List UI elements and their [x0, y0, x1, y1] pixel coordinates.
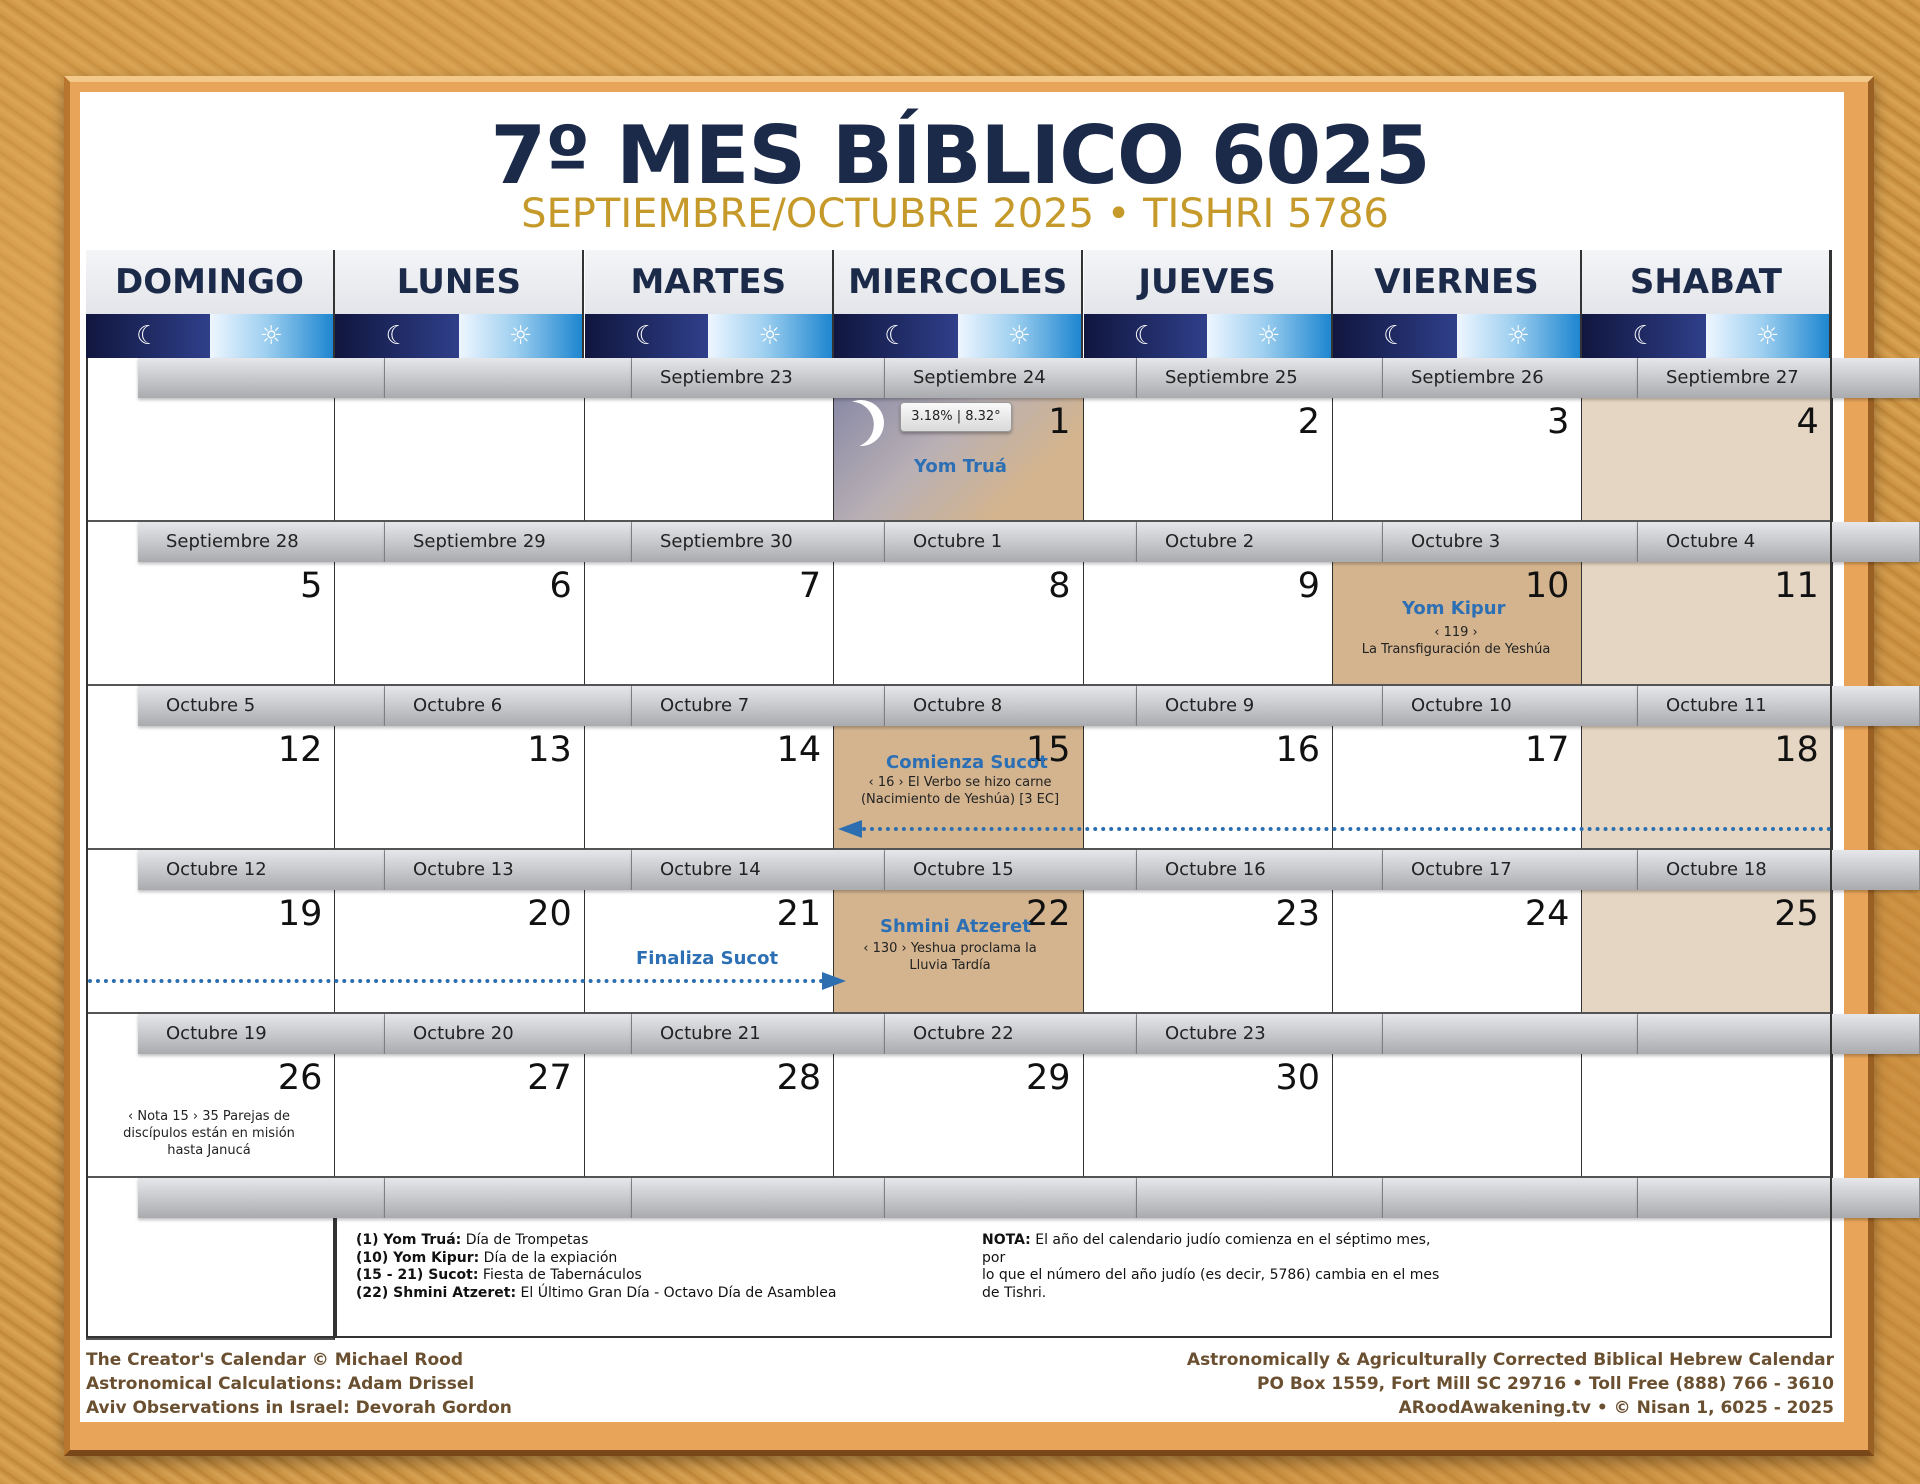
gregorian-date-band: Septiembre 24 [885, 358, 1137, 398]
gregorian-date-band: Octubre 5 [138, 686, 385, 726]
grid-left-edge [86, 358, 88, 1338]
credit-line[interactable]: Astronomically & Agriculturally Corrected Biblical Hebrew Calendar [1186, 1350, 1834, 1370]
gregorian-date-band: Octubre 16 [1137, 850, 1383, 890]
credit-line: The Creator's Calendar © Michael Rood [86, 1350, 463, 1370]
weekday-header-viernes: VIERNES [1333, 250, 1582, 314]
day-number: 20 [527, 894, 572, 934]
gregorian-date-band: Septiembre 25 [1137, 358, 1383, 398]
gregorian-date-band: Octubre 8 [885, 686, 1137, 726]
gregorian-date-band: Septiembre 28 [138, 522, 385, 562]
day-cell-17[interactable] [1333, 726, 1583, 850]
weekday-header-lunes: LUNES [335, 250, 584, 314]
yom-kipur-note-line: La Transfiguración de Yeshúa [1361, 642, 1551, 657]
night-day-band [86, 314, 335, 358]
night-day-band [335, 314, 584, 358]
sucot-arrow-right-icon [822, 972, 846, 990]
moon-icon: ☾ [834, 314, 958, 358]
sucot-end-dotted-line [88, 979, 824, 983]
nota-line: de Tishri. [982, 1284, 1047, 1301]
day-cell-4[interactable] [1582, 398, 1832, 522]
gregorian-date-band: Octubre 17 [1383, 850, 1638, 890]
gregorian-date-band: Octubre 19 [138, 1014, 385, 1054]
day-number: 15 [1026, 730, 1071, 770]
gregorian-date-band: Octubre 6 [385, 686, 632, 726]
day-number: 22 [1026, 894, 1071, 934]
sucot-note-line: ‹ 16 › El Verbo se hizo carne [868, 775, 1052, 790]
day-number: 9 [1297, 566, 1320, 606]
gregorian-date-band [138, 358, 385, 398]
empty-day-cell [335, 398, 585, 522]
day-number: 29 [1026, 1058, 1071, 1098]
weekday-header-jueves: JUEVES [1084, 250, 1333, 314]
sun-icon: ☼ [708, 314, 832, 358]
day-cell-14[interactable] [585, 726, 835, 850]
day-cell-19[interactable] [86, 890, 336, 1014]
footnote-line: (15 - 21) Sucot: Fiesta de Tabernáculos [356, 1267, 642, 1283]
nota-15-note [92, 1108, 326, 1159]
gregorian-date-band [1383, 1178, 1638, 1218]
event-sucot-start[interactable]: Comienza Sucot [886, 752, 1048, 773]
day-cell-23[interactable] [1084, 890, 1334, 1014]
day-number: 13 [527, 730, 572, 770]
event-shmini-note [830, 940, 1070, 974]
footnote-divider [335, 1218, 337, 1338]
day-cell-2[interactable] [1084, 398, 1334, 522]
day-number: 23 [1275, 894, 1320, 934]
day-cell-12[interactable] [86, 726, 336, 850]
grid-right-edge [1830, 250, 1832, 1338]
weekday-header-shabat: SHABAT [1582, 250, 1831, 314]
day-number: 17 [1524, 730, 1570, 770]
moon-icon: ☾ [1084, 314, 1208, 358]
nota-15-line: discípulos están en misión [123, 1126, 295, 1141]
moon-icon: ☾ [1333, 314, 1457, 358]
moon-icon: ☾ [1582, 314, 1706, 358]
sucot-arrow-left-icon [838, 820, 862, 838]
credit-line[interactable]: ARoodAwakening.tv • © Nisan 1, 6025 - 2025 [1398, 1398, 1834, 1418]
event-yom-kipur[interactable]: Yom Kipur [1402, 598, 1506, 619]
empty-day-cell [585, 398, 835, 522]
day-number: 8 [1048, 566, 1071, 606]
day-number: 6 [549, 566, 572, 606]
day-cell-13[interactable] [335, 726, 585, 850]
gregorian-date-band: Octubre 12 [138, 850, 385, 890]
gregorian-date-band: Octubre 11 [1638, 686, 1920, 726]
day-number: 27 [527, 1058, 572, 1098]
day-cell-29[interactable] [834, 1054, 1084, 1178]
day-number: 11 [1774, 566, 1819, 606]
empty-day-cell [1582, 1054, 1832, 1178]
sun-icon: ☼ [1706, 314, 1830, 358]
footnote-row-left [86, 1218, 335, 1340]
event-sucot-note [840, 774, 1080, 808]
moon-icon: ☾ [335, 314, 459, 358]
day-cell-16[interactable] [1084, 726, 1334, 850]
sun-icon: ☼ [210, 314, 334, 358]
sun-icon: ☼ [1457, 314, 1581, 358]
day-number: 2 [1297, 402, 1320, 442]
day-number: 4 [1796, 402, 1819, 442]
day-number: 26 [277, 1058, 323, 1098]
empty-day-cell [1333, 1054, 1583, 1178]
event-yom-kipur-note [1336, 624, 1576, 658]
gregorian-date-band: Octubre 1 [885, 522, 1137, 562]
day-cell-8[interactable] [834, 562, 1084, 686]
gregorian-date-band: Octubre 22 [885, 1014, 1137, 1054]
moon-icon: ☾ [86, 314, 210, 358]
gregorian-date-band: Octubre 15 [885, 850, 1137, 890]
credit-line: Aviv Observations in Israel: Devorah Gordon [86, 1398, 512, 1418]
gregorian-date-band: Septiembre 23 [632, 358, 885, 398]
gregorian-date-band: Octubre 21 [632, 1014, 885, 1054]
page-subtitle: SEPTIEMBRE/OCTUBRE 2025 • TISHRI 5786 [521, 191, 1389, 237]
gregorian-date-band [885, 1178, 1137, 1218]
gregorian-date-band [385, 358, 632, 398]
night-day-band [585, 314, 834, 358]
gregorian-date-band: Octubre 13 [385, 850, 632, 890]
day-number: 24 [1524, 894, 1570, 934]
gregorian-date-band: Septiembre 26 [1383, 358, 1638, 398]
night-day-band [834, 314, 1083, 358]
credits-left [86, 1348, 512, 1420]
footnote-line: (1) Yom Truá: Día de Trompetas [356, 1232, 589, 1248]
footnote-line: (22) Shmini Atzeret: El Último Gran Día - Octavo Día de Asamblea [356, 1284, 837, 1301]
day-number: 10 [1524, 566, 1570, 606]
day-cell-28[interactable] [585, 1054, 835, 1178]
sun-icon: ☼ [459, 314, 583, 358]
nota-line: lo que el número del año judío (es decir, 5786) cambia en el mes [982, 1267, 1440, 1283]
day-number: 21 [776, 894, 822, 934]
moon-illumination-badge: 3.18% | 8.32° [900, 402, 1012, 432]
nota-box [982, 1232, 1452, 1302]
footnotes [356, 1232, 836, 1302]
gregorian-date-band: Septiembre 30 [632, 522, 885, 562]
day-number: 19 [277, 894, 323, 934]
night-day-band [1582, 314, 1831, 358]
gregorian-date-band: Octubre 20 [385, 1014, 632, 1054]
day-number: 5 [300, 566, 323, 606]
sucot-note-line: (Nacimiento de Yeshúa) [3 EC] [860, 792, 1060, 807]
gregorian-date-band [385, 1178, 632, 1218]
yom-kipur-note-line: ‹ 119 › [1434, 625, 1478, 640]
gregorian-date-band: Octubre 7 [632, 686, 885, 726]
day-number: 1 [1048, 402, 1071, 442]
event-yom-trua[interactable]: Yom Truá [914, 456, 1007, 477]
nota-15-line: hasta Janucá [167, 1143, 251, 1158]
sun-icon: ☼ [958, 314, 1082, 358]
day-number: 18 [1774, 730, 1819, 770]
gregorian-date-band: Octubre 9 [1137, 686, 1383, 726]
day-number: 25 [1774, 894, 1819, 934]
moon-icon: ☾ [585, 314, 709, 358]
day-cell-6[interactable] [335, 562, 585, 686]
weekday-header-miercoles: MIERCOLES [834, 250, 1083, 314]
grid-bottom-edge [86, 1336, 1832, 1338]
gregorian-date-band: Octubre 10 [1383, 686, 1638, 726]
gregorian-date-band [1137, 1178, 1383, 1218]
weekday-header-martes: MARTES [585, 250, 834, 314]
shmini-note-line: Lluvia Tardía [909, 958, 991, 973]
day-cell-7[interactable] [585, 562, 835, 686]
credits-right [1187, 1348, 1834, 1420]
day-number: 12 [277, 730, 323, 770]
gregorian-date-band: Octubre 2 [1137, 522, 1383, 562]
day-cell-27[interactable] [335, 1054, 585, 1178]
day-number: 28 [776, 1058, 822, 1098]
day-cell-18[interactable] [1582, 726, 1832, 850]
day-cell-24[interactable] [1333, 890, 1583, 1014]
gregorian-date-band: Septiembre 29 [385, 522, 632, 562]
day-number: 7 [798, 566, 822, 606]
event-sucot-end[interactable]: Finaliza Sucot [636, 948, 779, 969]
day-number: 14 [776, 730, 822, 770]
gregorian-date-band: Octubre 14 [632, 850, 885, 890]
gregorian-date-band: Octubre 18 [1638, 850, 1920, 890]
day-cell-11[interactable] [1582, 562, 1832, 686]
weekday-header-domingo: DOMINGO [86, 250, 335, 314]
credit-line: Astronomical Calculations: Adam Drissel [86, 1374, 475, 1394]
footnote-line: (10) Yom Kipur: Día de la expiación [356, 1249, 618, 1266]
credit-line: PO Box 1559, Fort Mill SC 29716 • Toll Free (888) 766 - 3610 [1257, 1374, 1834, 1394]
shmini-note-line: ‹ 130 › Yeshua proclama la [863, 941, 1037, 956]
day-number: 16 [1275, 730, 1320, 770]
day-cell-3[interactable] [1333, 398, 1583, 522]
gregorian-date-band [1383, 1014, 1638, 1054]
night-day-band [1084, 314, 1333, 358]
gregorian-date-band: Octubre 3 [1383, 522, 1638, 562]
day-number: 3 [1547, 402, 1570, 442]
gregorian-date-band [632, 1178, 885, 1218]
sun-icon: ☼ [1207, 314, 1331, 358]
day-cell-9[interactable] [1084, 562, 1334, 686]
event-shmini-atzeret[interactable]: Shmini Atzeret [880, 916, 1031, 937]
day-cell-20[interactable] [335, 890, 585, 1014]
gregorian-date-band: Octubre 4 [1638, 522, 1920, 562]
day-cell-25[interactable] [1582, 890, 1832, 1014]
sucot-dotted-line [862, 827, 1832, 831]
page-title: 7º MES BÍBLICO 6025 [490, 109, 1430, 202]
gregorian-date-band: Octubre 23 [1137, 1014, 1383, 1054]
gregorian-date-band [1638, 1014, 1920, 1054]
nota-line: NOTA: El año del calendario judío comienza en el séptimo mes, por [982, 1232, 1431, 1266]
empty-day-cell [86, 398, 336, 522]
nota-15-line: ‹ Nota 15 › 35 Parejas de [128, 1109, 290, 1124]
day-number: 30 [1275, 1058, 1320, 1098]
gregorian-date-band [138, 1178, 385, 1218]
day-cell-5[interactable] [86, 562, 336, 686]
gregorian-date-band [1638, 1178, 1920, 1218]
gregorian-date-band: Septiembre 27 [1638, 358, 1920, 398]
day-cell-30[interactable] [1084, 1054, 1334, 1178]
night-day-band [1333, 314, 1582, 358]
